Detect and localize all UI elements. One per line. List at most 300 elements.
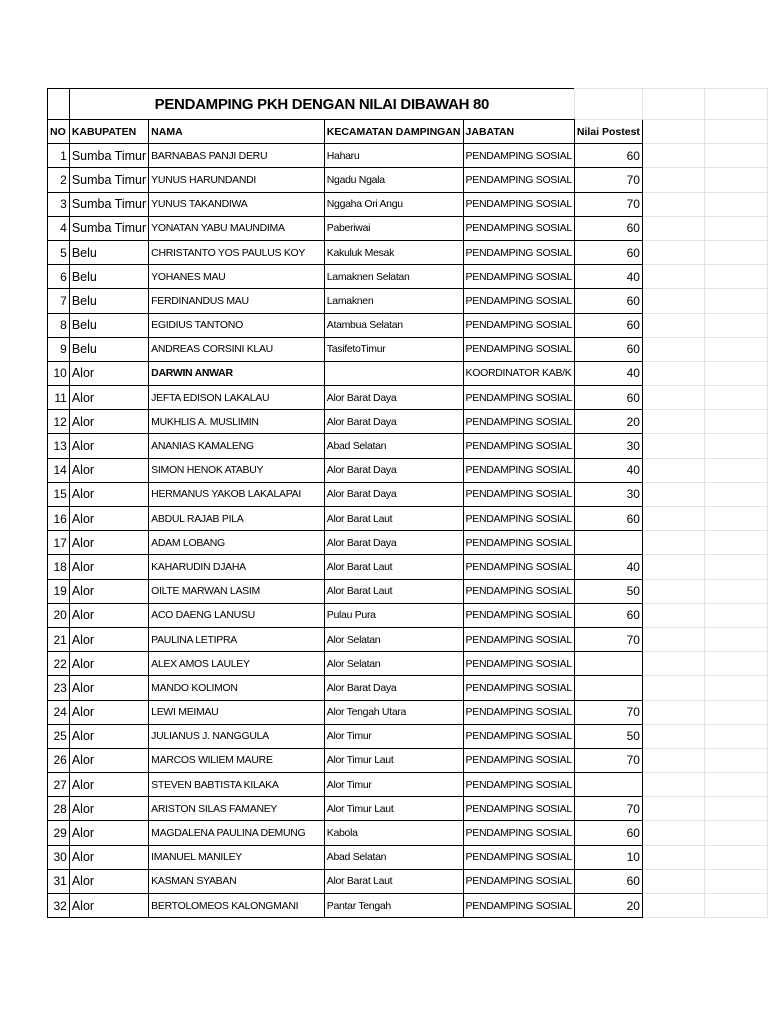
cell-jabatan[interactable]: PENDAMPING SOSIAL <box>463 482 574 506</box>
table-row <box>48 458 768 482</box>
cell-nama[interactable]: FERDINANDUS MAU <box>149 289 325 313</box>
cell-nama[interactable]: JULIANUS J. NANGGULA <box>149 724 325 748</box>
cell-nama[interactable]: YOHANES MAU <box>149 265 325 289</box>
cell-jabatan[interactable]: PENDAMPING SOSIAL <box>463 144 574 168</box>
cell-nilai[interactable]: 60 <box>574 603 642 627</box>
cell-kabupaten[interactable]: Belu <box>69 337 148 361</box>
table-row <box>48 531 768 555</box>
cell-kabupaten[interactable]: Sumba Timur <box>69 144 148 168</box>
empty-cell[interactable] <box>642 700 705 724</box>
cell-nilai[interactable]: 50 <box>574 579 642 603</box>
empty-cell[interactable] <box>705 458 768 482</box>
cell-nilai[interactable]: 60 <box>574 144 642 168</box>
cell-nilai[interactable]: 70 <box>574 192 642 216</box>
table-row <box>48 797 768 821</box>
empty-cell[interactable] <box>642 531 705 555</box>
cell-kecamatan[interactable]: Kakuluk Mesak <box>324 240 463 264</box>
empty-cell[interactable] <box>705 434 768 458</box>
cell-no[interactable]: 21 <box>48 627 70 651</box>
cell-kecamatan[interactable]: Nggaha Ori Angu <box>324 192 463 216</box>
cell-nama[interactable]: YUNUS TAKANDIWA <box>149 192 325 216</box>
cell-kabupaten[interactable]: Sumba Timur <box>69 216 148 240</box>
cell-nama[interactable]: ANANIAS KAMALENG <box>149 434 325 458</box>
cell-nama[interactable]: ADAM LOBANG <box>149 531 325 555</box>
empty-cell[interactable] <box>642 434 705 458</box>
cell-nama[interactable]: SIMON HENOK ATABUY <box>149 458 325 482</box>
cell-kabupaten[interactable]: Alor <box>69 821 148 845</box>
cell-kecamatan[interactable]: Pulau Pura <box>324 603 463 627</box>
cell-nilai[interactable]: 70 <box>574 700 642 724</box>
cell-kabupaten[interactable]: Alor <box>69 579 148 603</box>
table-row <box>48 676 768 700</box>
empty-cell[interactable] <box>705 192 768 216</box>
empty-cell[interactable] <box>705 603 768 627</box>
cell-no[interactable]: 28 <box>48 797 70 821</box>
empty-cell[interactable] <box>705 894 768 918</box>
empty-cell[interactable] <box>642 482 705 506</box>
empty-cell[interactable] <box>642 555 705 579</box>
table-row <box>48 507 768 531</box>
table-row <box>48 652 768 676</box>
empty-cell[interactable] <box>705 216 768 240</box>
table-row <box>48 555 768 579</box>
cell-kecamatan[interactable]: Alor Timur <box>324 724 463 748</box>
cell-nilai[interactable]: 60 <box>574 821 642 845</box>
empty-cell[interactable] <box>705 168 768 192</box>
cell-nama[interactable]: BARNABAS PANJI DERU <box>149 144 325 168</box>
cell-nilai[interactable]: 50 <box>574 724 642 748</box>
cell-jabatan[interactable]: PENDAMPING SOSIAL <box>463 507 574 531</box>
cell-nilai[interactable]: 40 <box>574 555 642 579</box>
empty-cell[interactable] <box>705 410 768 434</box>
cell-nama[interactable]: EGIDIUS TANTONO <box>149 313 325 337</box>
cell-kecamatan[interactable]: Alor Timur <box>324 773 463 797</box>
cell-nilai[interactable] <box>574 773 642 797</box>
cell-no[interactable]: 29 <box>48 821 70 845</box>
cell-kabupaten[interactable]: Alor <box>69 507 148 531</box>
empty-cell[interactable] <box>642 894 705 918</box>
cell-no[interactable]: 27 <box>48 773 70 797</box>
cell-nilai[interactable] <box>574 531 642 555</box>
empty-cell[interactable] <box>705 361 768 385</box>
empty-cell[interactable] <box>705 869 768 893</box>
cell-no[interactable]: 16 <box>48 507 70 531</box>
empty-cell[interactable] <box>642 845 705 869</box>
table-row <box>48 168 768 192</box>
cell-nama[interactable]: KASMAN SYABAN <box>149 869 325 893</box>
cell-no[interactable]: 20 <box>48 603 70 627</box>
header-nama[interactable]: NAMA <box>149 120 325 144</box>
cell-kabupaten[interactable]: Alor <box>69 894 148 918</box>
cell-nama[interactable]: MARCOS WILIEM MAURE <box>149 748 325 772</box>
cell-no[interactable]: 10 <box>48 361 70 385</box>
cell-no[interactable]: 5 <box>48 240 70 264</box>
cell-kabupaten[interactable]: Alor <box>69 361 148 385</box>
cell-jabatan[interactable]: PENDAMPING SOSIAL <box>463 603 574 627</box>
empty-cell[interactable] <box>705 120 768 144</box>
empty-cell[interactable] <box>642 652 705 676</box>
header-kecamatan[interactable]: KECAMATAN DAMPINGAN <box>324 120 463 144</box>
cell-nilai[interactable]: 60 <box>574 337 642 361</box>
empty-cell[interactable] <box>642 192 705 216</box>
empty-cell[interactable] <box>642 579 705 603</box>
cell-kabupaten[interactable]: Alor <box>69 869 148 893</box>
cell-nilai[interactable]: 60 <box>574 386 642 410</box>
cell-kabupaten[interactable]: Alor <box>69 434 148 458</box>
table-row <box>48 579 768 603</box>
cell-kecamatan[interactable]: TasifetoTimur <box>324 337 463 361</box>
cell-jabatan[interactable]: PENDAMPING SOSIAL <box>463 410 574 434</box>
empty-cell[interactable] <box>642 869 705 893</box>
cell-kecamatan[interactable]: Alor Tengah Utara <box>324 700 463 724</box>
cell-jabatan[interactable]: PENDAMPING SOSIAL <box>463 579 574 603</box>
cell-kecamatan[interactable]: Atambua Selatan <box>324 313 463 337</box>
cell-kecamatan[interactable] <box>324 361 463 385</box>
cell-no[interactable]: 11 <box>48 386 70 410</box>
empty-cell[interactable] <box>642 265 705 289</box>
cell-kabupaten[interactable]: Belu <box>69 289 148 313</box>
empty-cell[interactable] <box>705 89 768 120</box>
empty-cell[interactable] <box>642 144 705 168</box>
cell-jabatan[interactable]: PENDAMPING SOSIAL <box>463 869 574 893</box>
cell-nilai[interactable]: 40 <box>574 458 642 482</box>
cell-nama[interactable]: LEWI MEIMAU <box>149 700 325 724</box>
cell-kabupaten[interactable]: Alor <box>69 652 148 676</box>
table-row <box>48 821 768 845</box>
empty-cell[interactable] <box>642 603 705 627</box>
empty-cell[interactable] <box>642 216 705 240</box>
cell-nilai[interactable]: 70 <box>574 627 642 651</box>
cell-kabupaten[interactable]: Belu <box>69 240 148 264</box>
empty-cell[interactable] <box>705 265 768 289</box>
empty-cell[interactable] <box>705 797 768 821</box>
empty-cell[interactable] <box>705 240 768 264</box>
cell-jabatan[interactable]: PENDAMPING SOSIAL <box>463 821 574 845</box>
cell-nilai[interactable]: 40 <box>574 361 642 385</box>
table-row <box>48 386 768 410</box>
cell-jabatan[interactable]: PENDAMPING SOSIAL <box>463 168 574 192</box>
cell-jabatan[interactable]: PENDAMPING SOSIAL <box>463 724 574 748</box>
cell-jabatan[interactable]: PENDAMPING SOSIAL <box>463 652 574 676</box>
cell-kabupaten[interactable]: Alor <box>69 845 148 869</box>
cell-kabupaten[interactable]: Belu <box>69 265 148 289</box>
cell-no[interactable]: 23 <box>48 676 70 700</box>
cell-jabatan[interactable]: PENDAMPING SOSIAL <box>463 845 574 869</box>
cell-kabupaten[interactable]: Alor <box>69 724 148 748</box>
cell-jabatan[interactable]: PENDAMPING SOSIAL <box>463 192 574 216</box>
cell-no[interactable]: 18 <box>48 555 70 579</box>
cell-no[interactable]: 13 <box>48 434 70 458</box>
table-row <box>48 627 768 651</box>
cell-nama[interactable]: ACO DAENG LANUSU <box>149 603 325 627</box>
empty-cell[interactable] <box>642 361 705 385</box>
cell-kabupaten[interactable]: Alor <box>69 773 148 797</box>
cell-kabupaten[interactable]: Alor <box>69 676 148 700</box>
empty-cell[interactable] <box>642 313 705 337</box>
cell-kecamatan[interactable]: Alor Barat Daya <box>324 386 463 410</box>
header-nilai[interactable]: Nilai Postest <box>574 120 642 144</box>
cell-nilai[interactable]: 60 <box>574 216 642 240</box>
empty-cell[interactable] <box>705 627 768 651</box>
header-no[interactable]: NO <box>48 120 70 144</box>
cell-nama[interactable]: MUKHLIS A. MUSLIMIN <box>149 410 325 434</box>
cell-jabatan[interactable]: PENDAMPING SOSIAL <box>463 289 574 313</box>
empty-cell[interactable] <box>705 482 768 506</box>
empty-cell[interactable] <box>642 289 705 313</box>
empty-cell[interactable] <box>642 797 705 821</box>
cell-jabatan[interactable]: PENDAMPING SOSIAL <box>463 337 574 361</box>
cell-no[interactable]: 8 <box>48 313 70 337</box>
empty-cell[interactable] <box>705 579 768 603</box>
cell-kabupaten[interactable]: Alor <box>69 458 148 482</box>
cell-jabatan[interactable]: PENDAMPING SOSIAL <box>463 216 574 240</box>
table-row <box>48 192 768 216</box>
cell-no[interactable]: 14 <box>48 458 70 482</box>
cell-nama[interactable]: YUNUS HARUNDANDI <box>149 168 325 192</box>
cell-kabupaten[interactable]: Alor <box>69 797 148 821</box>
empty-cell[interactable] <box>642 337 705 361</box>
cell-nama[interactable]: ARISTON SILAS FAMANEY <box>149 797 325 821</box>
table-row <box>48 434 768 458</box>
cell-nilai[interactable]: 60 <box>574 869 642 893</box>
cell-kabupaten[interactable]: Sumba Timur <box>69 192 148 216</box>
cell-nama[interactable]: KAHARUDIN DJAHA <box>149 555 325 579</box>
cell-no[interactable]: 17 <box>48 531 70 555</box>
cell-jabatan[interactable]: PENDAMPING SOSIAL <box>463 676 574 700</box>
cell-kecamatan[interactable]: Alor Barat Daya <box>324 458 463 482</box>
empty-cell[interactable] <box>574 89 642 120</box>
cell-jabatan[interactable]: PENDAMPING SOSIAL <box>463 265 574 289</box>
cell-no[interactable]: 19 <box>48 579 70 603</box>
empty-cell[interactable] <box>642 89 705 120</box>
cell-nama[interactable]: CHRISTANTO YOS PAULUS KOY <box>149 240 325 264</box>
cell-nilai[interactable]: 70 <box>574 797 642 821</box>
cell-no[interactable]: 1 <box>48 144 70 168</box>
cell-jabatan[interactable]: PENDAMPING SOSIAL <box>463 555 574 579</box>
cell-jabatan[interactable]: PENDAMPING SOSIAL <box>463 434 574 458</box>
cell-kecamatan[interactable]: Alor Barat Laut <box>324 507 463 531</box>
empty-cell[interactable] <box>705 531 768 555</box>
cell-nama[interactable]: OILTE MARWAN LASIM <box>149 579 325 603</box>
cell-nama[interactable]: IMANUEL MANILEY <box>149 845 325 869</box>
empty-cell[interactable] <box>642 120 705 144</box>
table-row <box>48 773 768 797</box>
cell-kecamatan[interactable]: Abad Selatan <box>324 845 463 869</box>
cell-nilai[interactable]: 60 <box>574 289 642 313</box>
cell-jabatan[interactable]: PENDAMPING SOSIAL <box>463 240 574 264</box>
cell-no[interactable]: 31 <box>48 869 70 893</box>
empty-cell[interactable] <box>642 773 705 797</box>
cell-nilai[interactable]: 60 <box>574 240 642 264</box>
cell-no[interactable]: 9 <box>48 337 70 361</box>
cell-jabatan[interactable]: PENDAMPING SOSIAL <box>463 313 574 337</box>
cell-nama[interactable]: YONATAN YABU MAUNDIMA <box>149 216 325 240</box>
cell-jabatan[interactable]: PENDAMPING SOSIAL <box>463 748 574 772</box>
cell-nilai[interactable]: 40 <box>574 265 642 289</box>
empty-cell[interactable] <box>705 773 768 797</box>
empty-cell[interactable] <box>705 313 768 337</box>
cell-kecamatan[interactable]: Haharu <box>324 144 463 168</box>
cell-no[interactable]: 24 <box>48 700 70 724</box>
cell-jabatan[interactable]: PENDAMPING SOSIAL <box>463 531 574 555</box>
cell-no[interactable]: 6 <box>48 265 70 289</box>
cell-kecamatan[interactable]: Alor Barat Daya <box>324 531 463 555</box>
cell-nama[interactable]: DARWIN ANWAR <box>149 361 325 385</box>
empty-cell[interactable] <box>705 652 768 676</box>
cell-kabupaten[interactable]: Belu <box>69 313 148 337</box>
cell-no[interactable]: 4 <box>48 216 70 240</box>
cell-nama[interactable]: ANDREAS CORSINI KLAU <box>149 337 325 361</box>
cell-kecamatan[interactable]: Alor Barat Daya <box>324 410 463 434</box>
cell-kecamatan[interactable]: Lamaknen <box>324 289 463 313</box>
cell-nilai[interactable]: 60 <box>574 507 642 531</box>
cell-kabupaten[interactable]: Alor <box>69 748 148 772</box>
cell-kecamatan[interactable]: Lamaknen Selatan <box>324 265 463 289</box>
empty-cell[interactable] <box>705 386 768 410</box>
cell-kabupaten[interactable]: Alor <box>69 627 148 651</box>
table-row <box>48 410 768 434</box>
cell-nama[interactable]: MAGDALENA PAULINA DEMUNG <box>149 821 325 845</box>
cell-kecamatan[interactable]: Alor Barat Daya <box>324 676 463 700</box>
cell-kecamatan[interactable]: Alor Barat Laut <box>324 579 463 603</box>
empty-cell[interactable] <box>705 676 768 700</box>
cell-no[interactable]: 3 <box>48 192 70 216</box>
cell-kecamatan[interactable]: Alor Selatan <box>324 627 463 651</box>
title-left-cell[interactable] <box>48 89 70 120</box>
cell-kecamatan[interactable]: Kabola <box>324 821 463 845</box>
cell-jabatan[interactable]: PENDAMPING SOSIAL <box>463 894 574 918</box>
cell-kabupaten[interactable]: Alor <box>69 410 148 434</box>
cell-nama[interactable]: STEVEN BABTISTA KILAKA <box>149 773 325 797</box>
cell-kecamatan[interactable]: Pantar Tengah <box>324 894 463 918</box>
cell-kecamatan[interactable]: Paberiwai <box>324 216 463 240</box>
cell-nama[interactable]: BERTOLOMEOS KALONGMANI <box>149 894 325 918</box>
cell-nilai[interactable] <box>574 652 642 676</box>
cell-kecamatan[interactable]: Alor Barat Laut <box>324 869 463 893</box>
empty-cell[interactable] <box>705 845 768 869</box>
cell-no[interactable]: 30 <box>48 845 70 869</box>
empty-cell[interactable] <box>642 821 705 845</box>
empty-cell[interactable] <box>705 748 768 772</box>
cell-kecamatan[interactable]: Ngadu Ngala <box>324 168 463 192</box>
empty-cell[interactable] <box>642 724 705 748</box>
cell-jabatan[interactable]: PENDAMPING SOSIAL <box>463 386 574 410</box>
table-row <box>48 603 768 627</box>
cell-jabatan[interactable]: PENDAMPING SOSIAL <box>463 458 574 482</box>
empty-cell[interactable] <box>705 144 768 168</box>
cell-no[interactable]: 22 <box>48 652 70 676</box>
cell-nilai[interactable] <box>574 676 642 700</box>
cell-no[interactable]: 15 <box>48 482 70 506</box>
cell-nilai[interactable]: 10 <box>574 845 642 869</box>
cell-kabupaten[interactable]: Alor <box>69 700 148 724</box>
table-row <box>48 748 768 772</box>
cell-nilai[interactable]: 20 <box>574 894 642 918</box>
cell-nilai[interactable]: 70 <box>574 748 642 772</box>
cell-kabupaten[interactable]: Alor <box>69 603 148 627</box>
table-row <box>48 265 768 289</box>
cell-no[interactable]: 25 <box>48 724 70 748</box>
table-row <box>48 845 768 869</box>
cell-nama[interactable]: HERMANUS YAKOB LAKALAPAI <box>149 482 325 506</box>
cell-kabupaten[interactable]: Sumba Timur <box>69 168 148 192</box>
empty-cell[interactable] <box>642 748 705 772</box>
table-row <box>48 313 768 337</box>
table-row <box>48 894 768 918</box>
empty-cell[interactable] <box>705 507 768 531</box>
empty-cell[interactable] <box>705 337 768 361</box>
cell-nilai[interactable]: 60 <box>574 313 642 337</box>
cell-nama[interactable]: MANDO KOLIMON <box>149 676 325 700</box>
cell-nama[interactable]: ABDUL RAJAB PILA <box>149 507 325 531</box>
empty-cell[interactable] <box>705 555 768 579</box>
cell-nilai[interactable]: 30 <box>574 482 642 506</box>
table-row <box>48 361 768 385</box>
cell-kecamatan[interactable]: Alor Timur Laut <box>324 797 463 821</box>
header-jabatan[interactable]: JABATAN <box>463 120 574 144</box>
cell-jabatan[interactable]: PENDAMPING SOSIAL <box>463 797 574 821</box>
empty-cell[interactable] <box>705 289 768 313</box>
cell-kecamatan[interactable]: Alor Timur Laut <box>324 748 463 772</box>
cell-jabatan[interactable]: PENDAMPING SOSIAL <box>463 773 574 797</box>
empty-cell[interactable] <box>642 410 705 434</box>
empty-cell[interactable] <box>705 821 768 845</box>
empty-cell[interactable] <box>642 168 705 192</box>
cell-no[interactable]: 7 <box>48 289 70 313</box>
cell-no[interactable]: 26 <box>48 748 70 772</box>
cell-nama[interactable]: PAULINA LETIPRA <box>149 627 325 651</box>
cell-nilai[interactable]: 30 <box>574 434 642 458</box>
table-row <box>48 700 768 724</box>
page-title[interactable]: PENDAMPING PKH DENGAN NILAI DIBAWAH 80 <box>69 89 574 120</box>
cell-jabatan[interactable]: PENDAMPING SOSIAL <box>463 627 574 651</box>
cell-jabatan[interactable]: KOORDINATOR KAB/K <box>463 361 574 385</box>
cell-no[interactable]: 32 <box>48 894 70 918</box>
empty-cell[interactable] <box>642 627 705 651</box>
cell-kabupaten[interactable]: Alor <box>69 386 148 410</box>
empty-cell[interactable] <box>642 240 705 264</box>
cell-kecamatan[interactable]: Abad Selatan <box>324 434 463 458</box>
cell-kecamatan[interactable]: Alor Barat Daya <box>324 482 463 506</box>
cell-kabupaten[interactable]: Alor <box>69 482 148 506</box>
table-row <box>48 337 768 361</box>
empty-cell[interactable] <box>642 507 705 531</box>
cell-no[interactable]: 2 <box>48 168 70 192</box>
table-row <box>48 144 768 168</box>
empty-cell[interactable] <box>705 724 768 748</box>
table-row <box>48 869 768 893</box>
empty-cell[interactable] <box>642 458 705 482</box>
cell-no[interactable]: 12 <box>48 410 70 434</box>
cell-kecamatan[interactable]: Alor Barat Laut <box>324 555 463 579</box>
empty-cell[interactable] <box>705 700 768 724</box>
spreadsheet <box>47 88 768 918</box>
table-row <box>48 216 768 240</box>
cell-nilai[interactable]: 20 <box>574 410 642 434</box>
empty-cell[interactable] <box>642 676 705 700</box>
cell-nilai[interactable]: 70 <box>574 168 642 192</box>
cell-jabatan[interactable]: PENDAMPING SOSIAL <box>463 700 574 724</box>
cell-nama[interactable]: ALEX AMOS LAULEY <box>149 652 325 676</box>
cell-nama[interactable]: JEFTA EDISON LAKALAU <box>149 386 325 410</box>
header-row <box>48 120 768 144</box>
cell-kabupaten[interactable]: Alor <box>69 555 148 579</box>
cell-kecamatan[interactable]: Alor Selatan <box>324 652 463 676</box>
empty-cell[interactable] <box>642 386 705 410</box>
header-kabupaten[interactable]: KABUPATEN <box>69 120 148 144</box>
table-body <box>48 89 768 918</box>
cell-kabupaten[interactable]: Alor <box>69 531 148 555</box>
